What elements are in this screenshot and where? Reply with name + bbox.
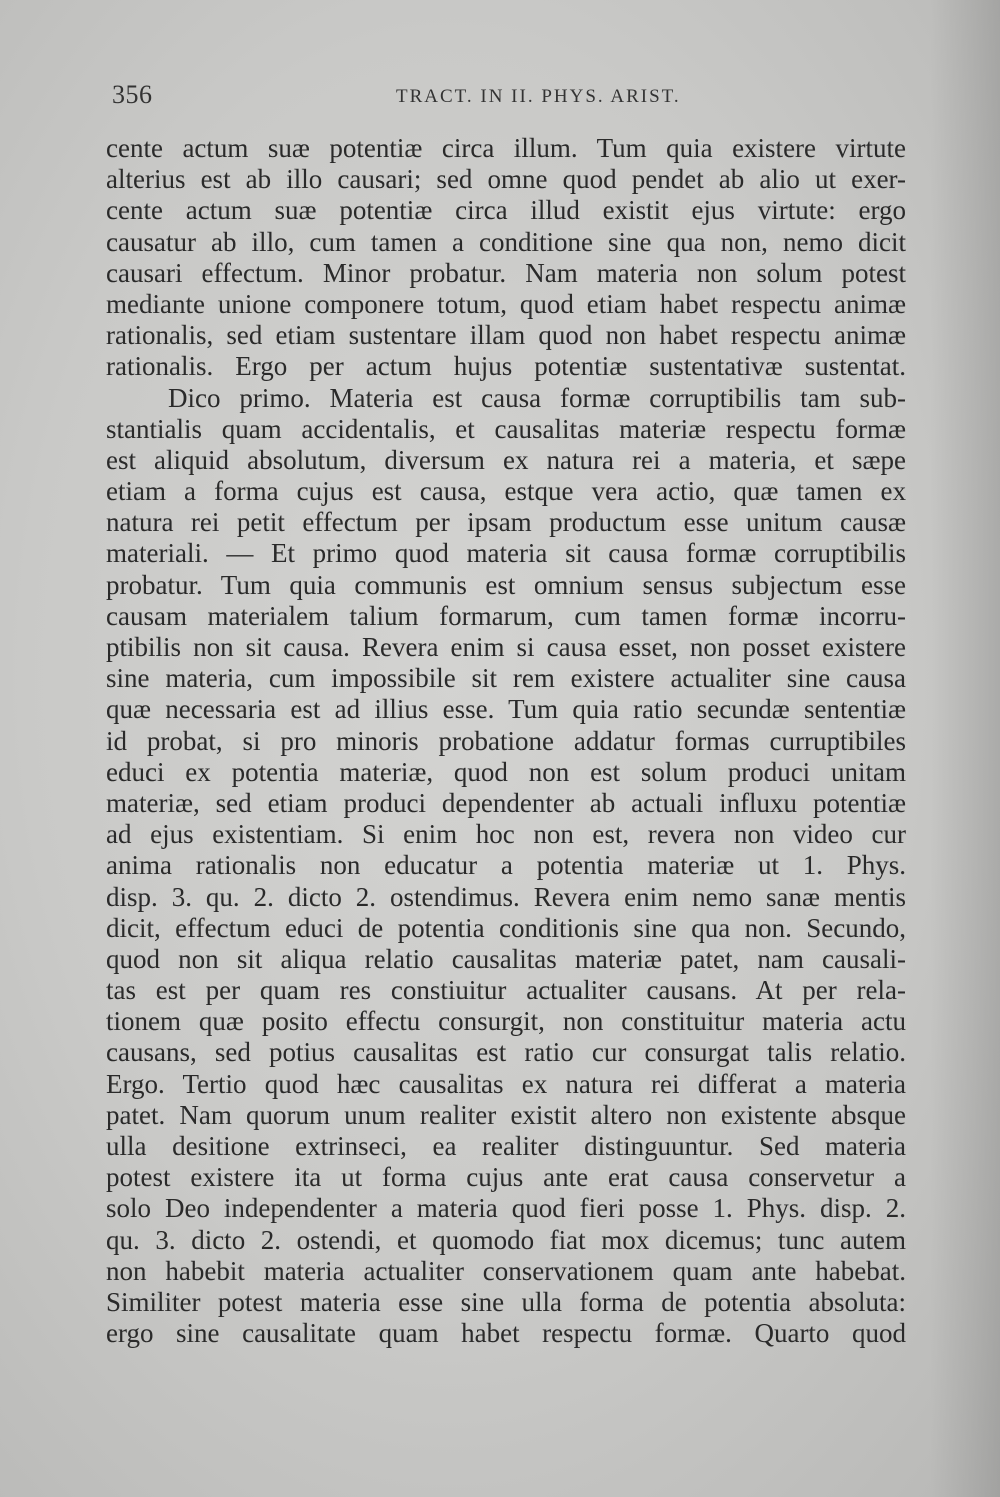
text-line: id probat, si pro minoris probatione addatur formas curruptibiles [106,725,906,756]
text-line: quod non sit aliqua relatio causalitas materiæ patet, nam causali- [106,943,906,974]
text-line: est aliquid absolutum, diversum ex natura rei a materia, et sæpe [106,444,906,475]
text-line: stantialis quam accidentalis, et causalitas materiæ respectu formæ [106,413,906,444]
text-line: etiam a forma cujus est causa, estque vera actio, quæ tamen ex [106,476,906,507]
text-line: potest existere ita ut forma cujus ante erat causa conservetur a [106,1162,906,1193]
text-line: Similiter potest materia esse sine ulla forma de potentia absoluta: [106,1286,906,1317]
text-line: quæ necessaria est ad illius esse. Tum quia ratio secundæ sententiæ [106,694,906,725]
running-head: TRACT. IN II. PHYS. ARIST. [396,86,681,107]
text-line: causam materialem talium formarum, cum tamen formæ incorru- [106,600,906,631]
text-line: causari effectum. Minor probatur. Nam materia non solum potest [106,257,906,288]
text-line: causans, sed potius causalitas est ratio cur consurgat talis relatio. [106,1037,906,1068]
text-line: mediante unione componere totum, quod etiam habet respectu animæ [106,288,906,319]
text-line: dicit, effectum educi de potentia conditionis sine qua non. Secundo, [106,912,906,943]
text-line: materiæ, sed etiam produci dependenter ab actuali influxu potentiæ [106,787,906,818]
text-line: probatur. Tum quia communis est omnium sensus subjectum esse [106,569,906,600]
text-line: anima rationalis non educatur a potentia materiæ ut 1. Phys. [106,850,906,881]
text-line: natura rei petit effectum per ipsam productum esse unitum causæ [106,507,906,538]
text-line: Dico primo. Materia est causa formæ corruptibilis tam sub- [168,382,906,413]
page-edge-shadow [930,0,1000,1497]
text-line: materiali. — Et primo quod materia sit causa formæ corruptibilis [106,538,906,569]
text-line: patet. Nam quorum unum realiter existit altero non existente absque [106,1099,906,1130]
text-line: cente actum suæ potentiæ circa illum. Tum quia existere virtute [106,133,906,163]
text-line: cente actum suæ potentiæ circa illud existit ejus virtute: ergo [106,195,906,226]
text-line: causatur ab illo, cum tamen a conditione sine qua non, nemo dicit [106,226,906,257]
text-line: ergo sine causalitate quam habet respectu formæ. Quarto quod [106,1318,906,1349]
text-line: Ergo. Tertio quod hæc causalitas ex natura rei differat a materia [106,1068,906,1099]
text-line: ulla desitione extrinseci, ea realiter distinguuntur. Sed materia [106,1131,906,1161]
text-line: ad ejus existentiam. Si enim hoc non est, revera non video cur [106,819,906,850]
text-line: non habebit materia actualiter conservationem quam ante habebat. [106,1255,906,1286]
text-line: rationalis, sed etiam sustentare illam quod non habet respectu animæ [106,320,906,351]
text-line: solo Deo independenter a materia quod fieri posse 1. Phys. disp. 2. [106,1193,906,1224]
text-line: tionem quæ posito effectu consurgit, non constituitur materia actu [106,1006,906,1037]
text-line: ptibilis non sit causa. Revera enim si causa esset, non posset existere [106,632,906,662]
text-line: educi ex potentia materiæ, quod non est solum produci unitam [106,756,906,787]
text-line: sine materia, cum impossibile sit rem existere actualiter sine causa [106,663,906,694]
body-text [106,133,906,1349]
text-line: qu. 3. dicto 2. ostendi, et quomodo fiat mox dicemus; tunc autem [106,1224,906,1255]
page-number: 356 [112,80,153,109]
text-line: disp. 3. qu. 2. dicto 2. ostendimus. Revera enim nemo sanæ mentis [106,881,906,912]
text-line: rationalis. Ergo per actum hujus potentiæ sustentativæ sustentat. [106,351,906,382]
text-line: tas est per quam res constiuitur actualiter causans. At per rela- [106,975,906,1006]
text-line: alterius est ab illo causari; sed omne quod pendet ab alio ut exer- [106,164,906,195]
